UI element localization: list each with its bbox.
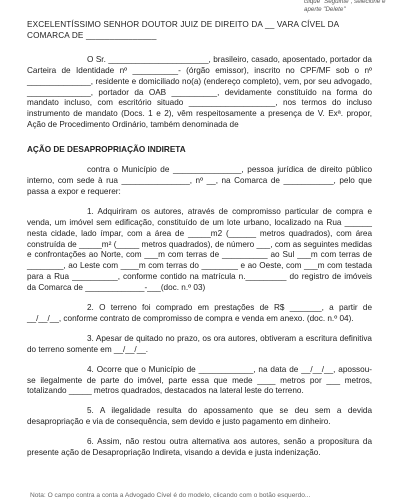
plaintiff-qualification: O Sr. ______________________, brasileiro, casado, aposentado, portador da Carteira de Identidade nº __________- (órgão emissor), inscrito no CPF/MF sob o nº ______________, residente e domiciliado no(a) (endereço completo), vem, por seu advogado, ______________, portador da OAB __________, devidamente constituído na forma do mandato incluso, com escritório situado ___________________, nos termos do incluso instrumento de mandato (Docs. 1 e 2), vêm respeitosamente a presença de V. Exª. propor, Ação de Procedimento Ordinário, também denominada de xyxy=(27,54,372,130)
petition-body[interactable] xyxy=(27,20,372,459)
fact-paragraph-3: 3. Apesar de quitado no prazo, os ora autores, obtiveram a escritura definitiva do terreno somente em __/__/__. xyxy=(27,333,372,354)
action-title: AÇÃO DE DESAPROPRIAÇÃO INDIRETA xyxy=(27,145,186,155)
court-address-line-1: EXCELENTÍSSIMO SENHOR DOUTOR JUIZ DE DIREITO DA __ VARA CÍVEL DA xyxy=(27,20,340,29)
defendant-paragraph: contra o Município de _______________, pessoa jurídica de direito público interno, com sede à rua _______________, nº __, na Comarca de ___________, pelo que passa a expor e requerer: xyxy=(27,165,372,196)
fact-paragraph-1: 1. Adquiriram os autores, através de compromisso particular de compra e venda, um imóvel sem edificação, constituído de um lote urbano, localizado na Rua ______ nesta cidade, lado ímpar, com a área de _____m2 (______ metros quadrados), com área construída de _____m² (_____ metros quadrados), de número ___, com as seguintes medidas e confrontações ao Norte, com ___m com terras de __________ ao Sul ___m com terras de ________, ao Leste com ____m com terras do ________ e ao Oeste, com ___m com testada para a Rua __________, conforme contido na matrícula n._________ do registro de imóveis da Comarca de _____________-___(doc. n.º 03) xyxy=(27,206,372,293)
fact-paragraph-6: 6. Assim, não restou outra alternativa aos autores, senão a propositura da presente ação de Desapropriação Indireta, visando a devida e justa indenização. xyxy=(27,437,372,458)
court-address-line-2: COMARCA DE _______________ xyxy=(27,30,157,40)
instruction-note-line-1: clique "Seguinte", selecione e xyxy=(304,0,386,5)
instruction-note xyxy=(304,0,396,14)
fact-paragraph-5: 5. A ilegalidade resulta do apossamento que se deu sem a devida desapropriação e via de consequência, sem devido e justo pagamento em dinheiro. xyxy=(27,406,372,427)
footnote: Nota: O campo contra a conta a Advogado Cível é do modelo, clicando com o botão esquerdo... xyxy=(30,492,311,499)
fact-paragraph-2: 2. O terreno foi comprado em prestações de R$ _______, a partir de __/__/__, conforme contrato de compromisso de compra e venda em anexo. (doc. n.º 04). xyxy=(27,303,372,323)
instruction-note-line-2: aperte "Delete" xyxy=(304,6,346,13)
fact-paragraph-4: 4. Ocorre que o Município de ____________, na data de __/__/__, apossou-se ilegalmente de parte do imóvel, parte essa que mede ____ metros por ___ metros, totalizando _____ metros quadrados, destacados na lateral leste do terreno. xyxy=(27,364,372,396)
